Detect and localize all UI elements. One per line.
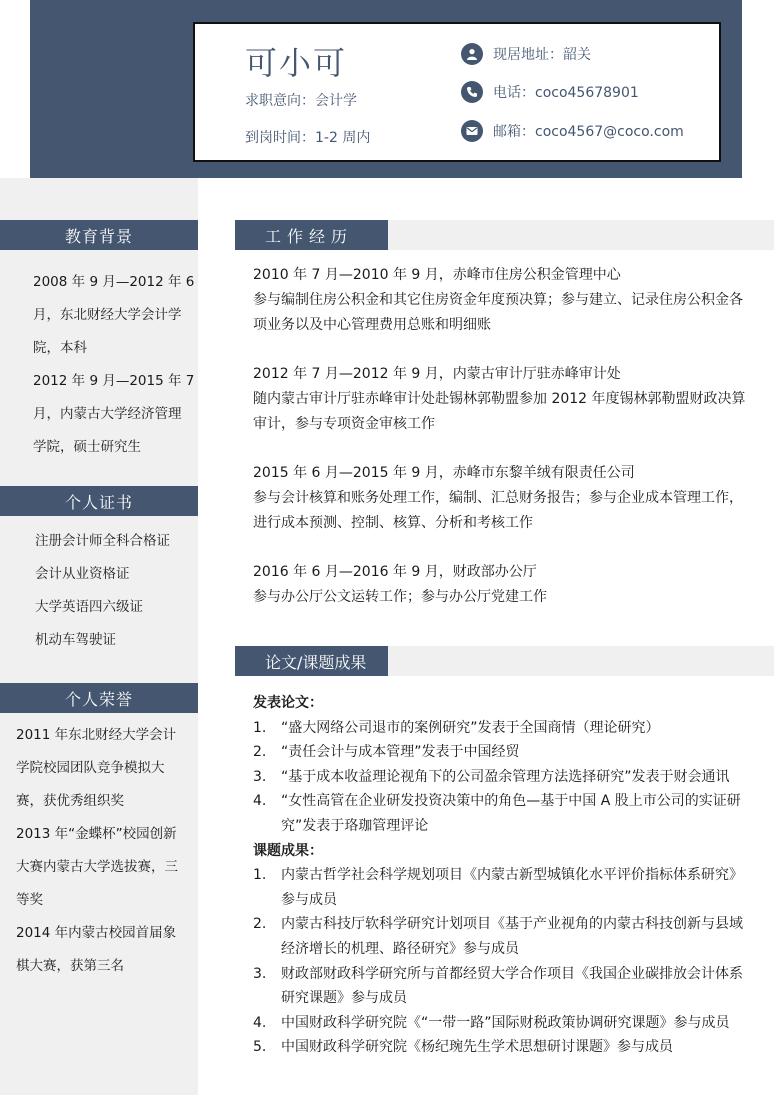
education-line: 2008 年 9 月—2012 年 6 (33, 274, 195, 290)
contact-address (461, 43, 591, 65)
education-list (33, 266, 194, 464)
email-text: 邮箱：coco4567@coco.com (493, 124, 684, 140)
phone-icon (461, 81, 483, 103)
work-description: 参与会计核算和账务处理工作，编制、汇总财务报告；参与企业成本管理工作，进行成本预测、控制、核算、分析和考核工作 (253, 490, 743, 531)
project-item (253, 1035, 753, 1060)
paper-text: “基于成本收益理论视角下的公司盈余管理方法选择研究”发表于财会通讯 (281, 768, 730, 785)
paper-item (253, 765, 753, 790)
project-text: 中国财政科学研究院《“一带一路”国际财税政策协调研究课题》参与成员 (281, 1014, 730, 1031)
work-description: 参与编制住房公积金和其它住房资金年度预决算；参与建立、记录住房公积金各项业务以及中心管理费用总账和明细账 (253, 292, 743, 333)
project-item (253, 863, 753, 912)
paper-number: 3. (253, 768, 267, 785)
project-text: 中国财政科学研究院《杨纪琬先生学术思想研讨课题》参与成员 (281, 1039, 673, 1056)
honor-line: 2014 年内蒙古校园首届象 (16, 925, 177, 941)
education-title: 教育背景 (0, 220, 198, 250)
projects-heading: 课题成果： (253, 842, 323, 859)
work-period: 2010 年 7 月—2010 年 9 月，赤峰市住房公积金管理中心 (253, 267, 621, 283)
papers-title: 论文/课题成果 (235, 646, 388, 676)
header-card (193, 22, 721, 162)
paper-number: 4. (253, 793, 267, 810)
work-description: 参与办公厅公文运转工作；参与办公厅党建工作 (253, 589, 547, 605)
project-item (253, 1011, 753, 1036)
paper-item (253, 716, 753, 741)
education-line: 月，东北财经大学会计学 (33, 307, 182, 323)
paper-item (253, 789, 753, 838)
work-entry (253, 362, 753, 437)
address-text: 现居地址：韶关 (493, 47, 591, 63)
project-number: 5. (253, 1039, 267, 1056)
work-section-header (235, 220, 774, 250)
papers-section-header (235, 646, 774, 676)
honor-line: 2011 年东北财经大学会计 (16, 727, 177, 743)
mail-icon (461, 120, 483, 142)
work-entry (253, 461, 753, 536)
project-item (253, 962, 753, 1011)
work-period: 2015 年 6 月—2015 年 9 月，赤峰市东黎羊绒有限责任公司 (253, 465, 635, 481)
work-description: 随内蒙古审计厅驻赤峰审计处赴锡林郭勒盟参加 2012 年度锡林郭勒盟财政决算审计，参与专项资金审核工作 (253, 391, 746, 432)
honors-list (16, 719, 178, 983)
contact-email (461, 120, 684, 142)
job-intention: 求职意向：会计学 (245, 93, 357, 109)
honor-line: 2013 年“金蝶杯”校园创新 (16, 826, 177, 842)
phone-text: 电话：coco45678901 (493, 85, 639, 101)
honor-line: 等奖 (16, 892, 43, 908)
contact-phone (461, 81, 639, 103)
project-number: 2. (253, 916, 267, 933)
work-period: 2016 年 6 月—2016 年 9 月，财政部办公厅 (253, 564, 537, 580)
project-text: 内蒙古科技厅软科学研究计划项目《基于产业视角的内蒙古科技创新与县域经济增长的机理、路径研究》参与成员 (281, 916, 743, 957)
availability: 到岗时间：1-2 周内 (245, 130, 371, 146)
project-text: 内蒙古哲学社会科学规划项目《内蒙古新型城镇化水平评价指标体系研究》参与成员 (281, 867, 743, 908)
certificate-item: 机动车驾驶证 (35, 632, 116, 648)
project-item (253, 912, 753, 961)
honors-title: 个人荣誉 (0, 683, 198, 713)
work-entry (253, 263, 753, 338)
honor-line: 棋大赛，获第三名 (16, 958, 124, 974)
publications-block (253, 691, 753, 1060)
person-icon (461, 43, 483, 65)
education-line: 2012 年 9 月—2015 年 7 (33, 373, 195, 389)
honor-line: 大赛内蒙古大学选拔赛，三 (16, 859, 178, 875)
paper-text: “盛大网络公司退市的案例研究”发表于全国商情（理论研究） (281, 719, 660, 736)
paper-text: “责任会计与成本管理”发表于中国经贸 (281, 744, 520, 761)
papers-heading: 发表论文： (253, 695, 323, 711)
certificate-item: 会计从业资格证 (35, 566, 130, 582)
certificates-title: 个人证书 (0, 486, 198, 516)
paper-text: “女性高管在企业研发投资决策中的角色—基于中国 A 股上市公司的实证研究”发表于珞珈管理评论 (281, 793, 741, 834)
candidate-name: 可小可 (245, 44, 348, 82)
certificate-item: 大学英语四六级证 (35, 599, 143, 615)
work-entry (253, 560, 753, 610)
paper-number: 2. (253, 744, 267, 761)
paper-number: 1. (253, 719, 267, 736)
education-line: 月，内蒙古大学经济管理 (33, 406, 182, 422)
work-period: 2012 年 7 月—2012 年 9 月，内蒙古审计厅驻赤峰审计处 (253, 366, 621, 382)
education-line: 院，本科 (33, 340, 87, 356)
certificate-item: 注册会计师全科合格证 (35, 533, 170, 549)
work-title: 工作经历 (235, 220, 388, 250)
project-number: 4. (253, 1014, 267, 1031)
project-number: 1. (253, 867, 267, 884)
paper-item (253, 740, 753, 765)
honor-line: 学院校园团队竞争模拟大 (16, 760, 165, 776)
project-number: 3. (253, 965, 267, 982)
honor-line: 赛，获优秀组织奖 (16, 793, 124, 809)
project-text: 财政部财政科学研究所与首都经贸大学合作项目《我国企业碳排放会计体系研究课题》参与成员 (281, 965, 743, 1007)
education-line: 学院，硕士研究生 (33, 439, 141, 455)
certificates-list (35, 525, 170, 657)
